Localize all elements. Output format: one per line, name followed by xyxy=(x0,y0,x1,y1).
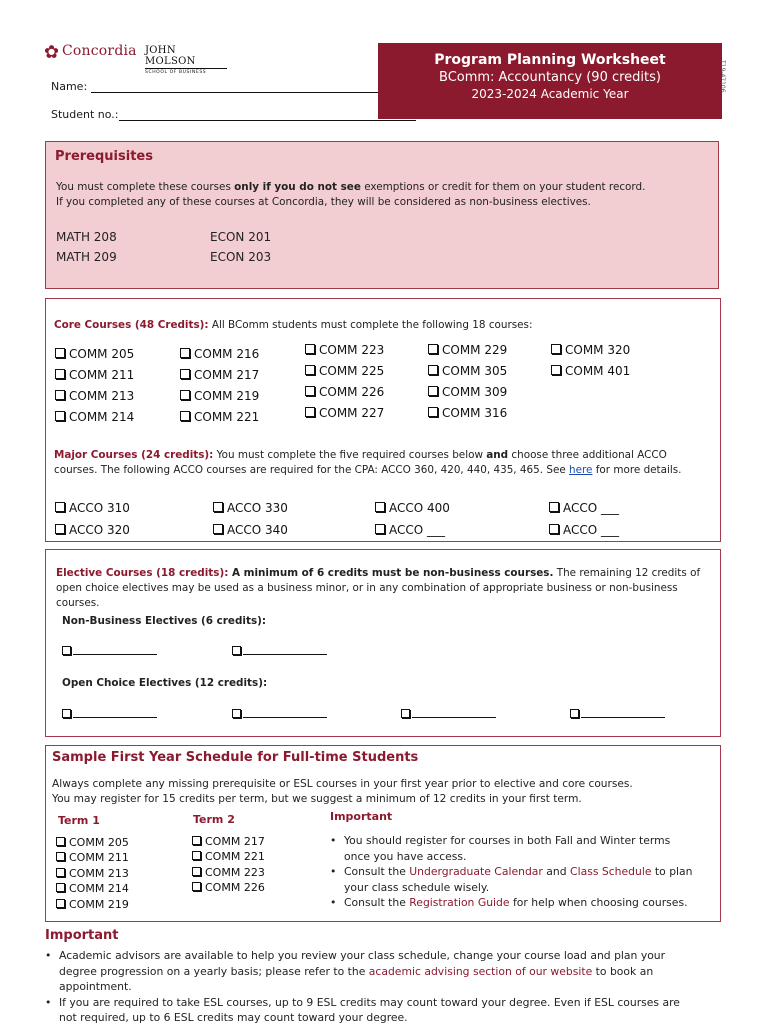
core-courses-label: Core Courses (48 Credits): xyxy=(54,319,209,331)
list-item: • You should register for courses in both Fall and Winter terms once you have access. xyxy=(330,833,715,864)
academic-year: 2023-2024 Academic Year xyxy=(471,87,629,101)
class-schedule-link[interactable]: Class Schedule xyxy=(570,865,652,878)
term-2-courses xyxy=(192,834,265,896)
course-checkbox[interactable]: COMM 320 xyxy=(551,343,630,357)
prereq-course: MATH 209 xyxy=(56,250,117,264)
course-checkbox[interactable]: ACCO 310 xyxy=(55,501,130,515)
non-business-electives-label: Non-Business Electives (6 credits): xyxy=(62,615,267,627)
course-checkbox[interactable]: COMM 309 xyxy=(428,385,507,399)
prereq-course: ECON 201 xyxy=(210,230,272,244)
elective-blank[interactable] xyxy=(62,644,157,658)
elective-blank[interactable] xyxy=(232,644,327,658)
course-checkbox[interactable]: COMM 205 xyxy=(56,835,129,850)
major-courses-label: Major Courses (24 credits): xyxy=(54,449,214,461)
important-label: Important xyxy=(330,810,393,823)
elective-blank[interactable] xyxy=(570,707,665,721)
undergraduate-calendar-link[interactable]: Undergraduate Calendar xyxy=(409,865,543,878)
course-checkbox[interactable]: COMM 205 xyxy=(55,347,134,361)
list-item: • Consult the Registration Guide for help when choosing courses. xyxy=(330,895,715,911)
course-checkbox[interactable]: COMM 226 xyxy=(305,385,384,399)
schedule-text: Always complete any missing prerequisite or ESL courses in your first year prior to elective and core courses. You may register for 15 credits per term, but we suggest a minimum of 12 credits in your first term. xyxy=(52,778,633,805)
program-name: BComm: Accountancy (90 credits) xyxy=(439,70,661,85)
course-checkbox[interactable]: COMM 226 xyxy=(192,880,265,895)
concordia-logo xyxy=(44,40,137,66)
worksheet-title: Program Planning Worksheet xyxy=(434,52,666,68)
title-banner xyxy=(378,43,722,119)
open-choice-electives-label: Open Choice Electives (12 credits): xyxy=(62,677,268,689)
course-checkbox[interactable]: ACCO ___ xyxy=(549,523,619,537)
cpa-details-link[interactable]: here xyxy=(569,464,593,476)
prerequisites-text: You must complete these courses only if you do not see exemptions or credit for them on your student record. If you completed any of these courses at Concordia, they will be considered as non-business electives. xyxy=(56,181,646,208)
student-number-label: Student no.: xyxy=(51,108,119,121)
course-checkbox[interactable]: COMM 229 xyxy=(428,343,507,357)
important-section xyxy=(45,928,725,943)
student-number-line[interactable] xyxy=(119,120,416,121)
course-checkbox[interactable]: ACCO ___ xyxy=(549,501,619,515)
course-checkbox[interactable]: COMM 223 xyxy=(192,865,265,880)
john-molson-subtitle: SCHOOL OF BUSINESS xyxy=(145,68,227,75)
important-list xyxy=(45,948,725,1026)
course-checkbox[interactable]: ACCO 400 xyxy=(375,501,450,515)
list-item: • Consult the Undergraduate Calendar and Class Schedule to plan your class schedule wisely. xyxy=(330,864,715,895)
john-molson-logo xyxy=(145,45,227,75)
term-1-courses xyxy=(56,835,129,912)
core-major-section xyxy=(45,298,721,542)
important-heading: Important xyxy=(45,928,119,943)
course-checkbox[interactable]: COMM 221 xyxy=(192,849,265,864)
elective-blank[interactable] xyxy=(62,707,157,721)
prerequisites-section xyxy=(45,141,719,289)
concordia-mark-icon: ✿ xyxy=(44,42,60,63)
course-checkbox[interactable]: COMM 227 xyxy=(305,406,384,420)
course-checkbox[interactable]: ACCO ___ xyxy=(375,523,445,537)
john-molson-wordmark: JOHN MOLSON xyxy=(145,45,196,67)
course-checkbox[interactable]: COMM 217 xyxy=(180,368,259,382)
major-courses-intro: Major Courses (24 credits): You must complete the five required courses below and choose three additional ACCO courses. The following ACCO courses are required for the CPA: ACCO 360, 420, 440, 435, 465. See here for more details. xyxy=(54,449,682,476)
term-1-label: Term 1 xyxy=(58,814,100,827)
schedule-heading: Sample First Year Schedule for Full-time Students xyxy=(52,750,419,765)
electives-label: Elective Courses (18 credits): xyxy=(56,567,229,579)
course-checkbox[interactable]: ACCO 330 xyxy=(213,501,288,515)
student-number-field[interactable] xyxy=(51,108,119,121)
course-checkbox[interactable]: COMM 225 xyxy=(305,364,384,378)
name-field[interactable] xyxy=(51,80,87,93)
course-checkbox[interactable]: COMM 216 xyxy=(180,347,259,361)
course-checkbox[interactable]: COMM 401 xyxy=(551,364,630,378)
course-checkbox[interactable]: COMM 213 xyxy=(56,866,129,881)
course-checkbox[interactable]: COMM 219 xyxy=(180,389,259,403)
course-checkbox[interactable]: COMM 221 xyxy=(180,410,259,424)
document-code: T19-47106 xyxy=(719,60,726,93)
course-checkbox[interactable]: COMM 211 xyxy=(55,368,134,382)
name-label: Name: xyxy=(51,80,88,93)
academic-advising-link[interactable]: academic advising section of our website xyxy=(368,964,593,978)
course-checkbox[interactable]: COMM 305 xyxy=(428,364,507,378)
prerequisites-heading: Prerequisites xyxy=(55,149,153,164)
list-item: • If you are required to take ESL courses, up to 9 ESL credits may count toward your degree. Even if ESL courses are not required, up to 6 ESL credits may count toward your degree. xyxy=(45,995,725,1026)
elective-blank[interactable] xyxy=(401,707,496,721)
course-checkbox[interactable]: COMM 214 xyxy=(55,410,134,424)
name-line[interactable] xyxy=(91,92,416,93)
course-checkbox[interactable]: COMM 316 xyxy=(428,406,507,420)
registration-guide-link[interactable]: Registration Guide xyxy=(409,896,510,909)
term-2-label: Term 2 xyxy=(193,813,235,826)
elective-blank[interactable] xyxy=(232,707,327,721)
prereq-course: MATH 208 xyxy=(56,230,117,244)
course-checkbox[interactable]: COMM 211 xyxy=(56,850,129,865)
course-checkbox[interactable]: COMM 223 xyxy=(305,343,384,357)
course-checkbox[interactable]: COMM 217 xyxy=(192,834,265,849)
first-year-schedule-section xyxy=(45,745,721,922)
course-checkbox[interactable]: COMM 214 xyxy=(56,881,129,896)
course-checkbox[interactable]: ACCO 340 xyxy=(213,523,288,537)
electives-intro: Elective Courses (18 credits): A minimum of 6 credits must be non-business courses. The remaining 12 credits of open choice electives may be used as a business minor, or in any combination of appropriate business or non-business courses. xyxy=(56,567,701,609)
electives-section xyxy=(45,549,721,737)
list-item: • Academic advisors are available to help you review your class schedule, change your course load and plan your degree progression on a yearly basis; please refer to the academic advising section of our website to book an appointment. xyxy=(45,948,725,995)
concordia-wordmark: Concordia xyxy=(62,43,137,59)
course-checkbox[interactable]: ACCO 320 xyxy=(55,523,130,537)
prereq-course: ECON 203 xyxy=(210,250,272,264)
core-courses-intro: Core Courses (48 Credits): All BComm students must complete the following 18 courses: xyxy=(54,319,533,331)
schedule-important-list xyxy=(330,833,715,911)
course-checkbox[interactable]: COMM 213 xyxy=(55,389,134,403)
course-checkbox[interactable]: COMM 219 xyxy=(56,897,129,912)
